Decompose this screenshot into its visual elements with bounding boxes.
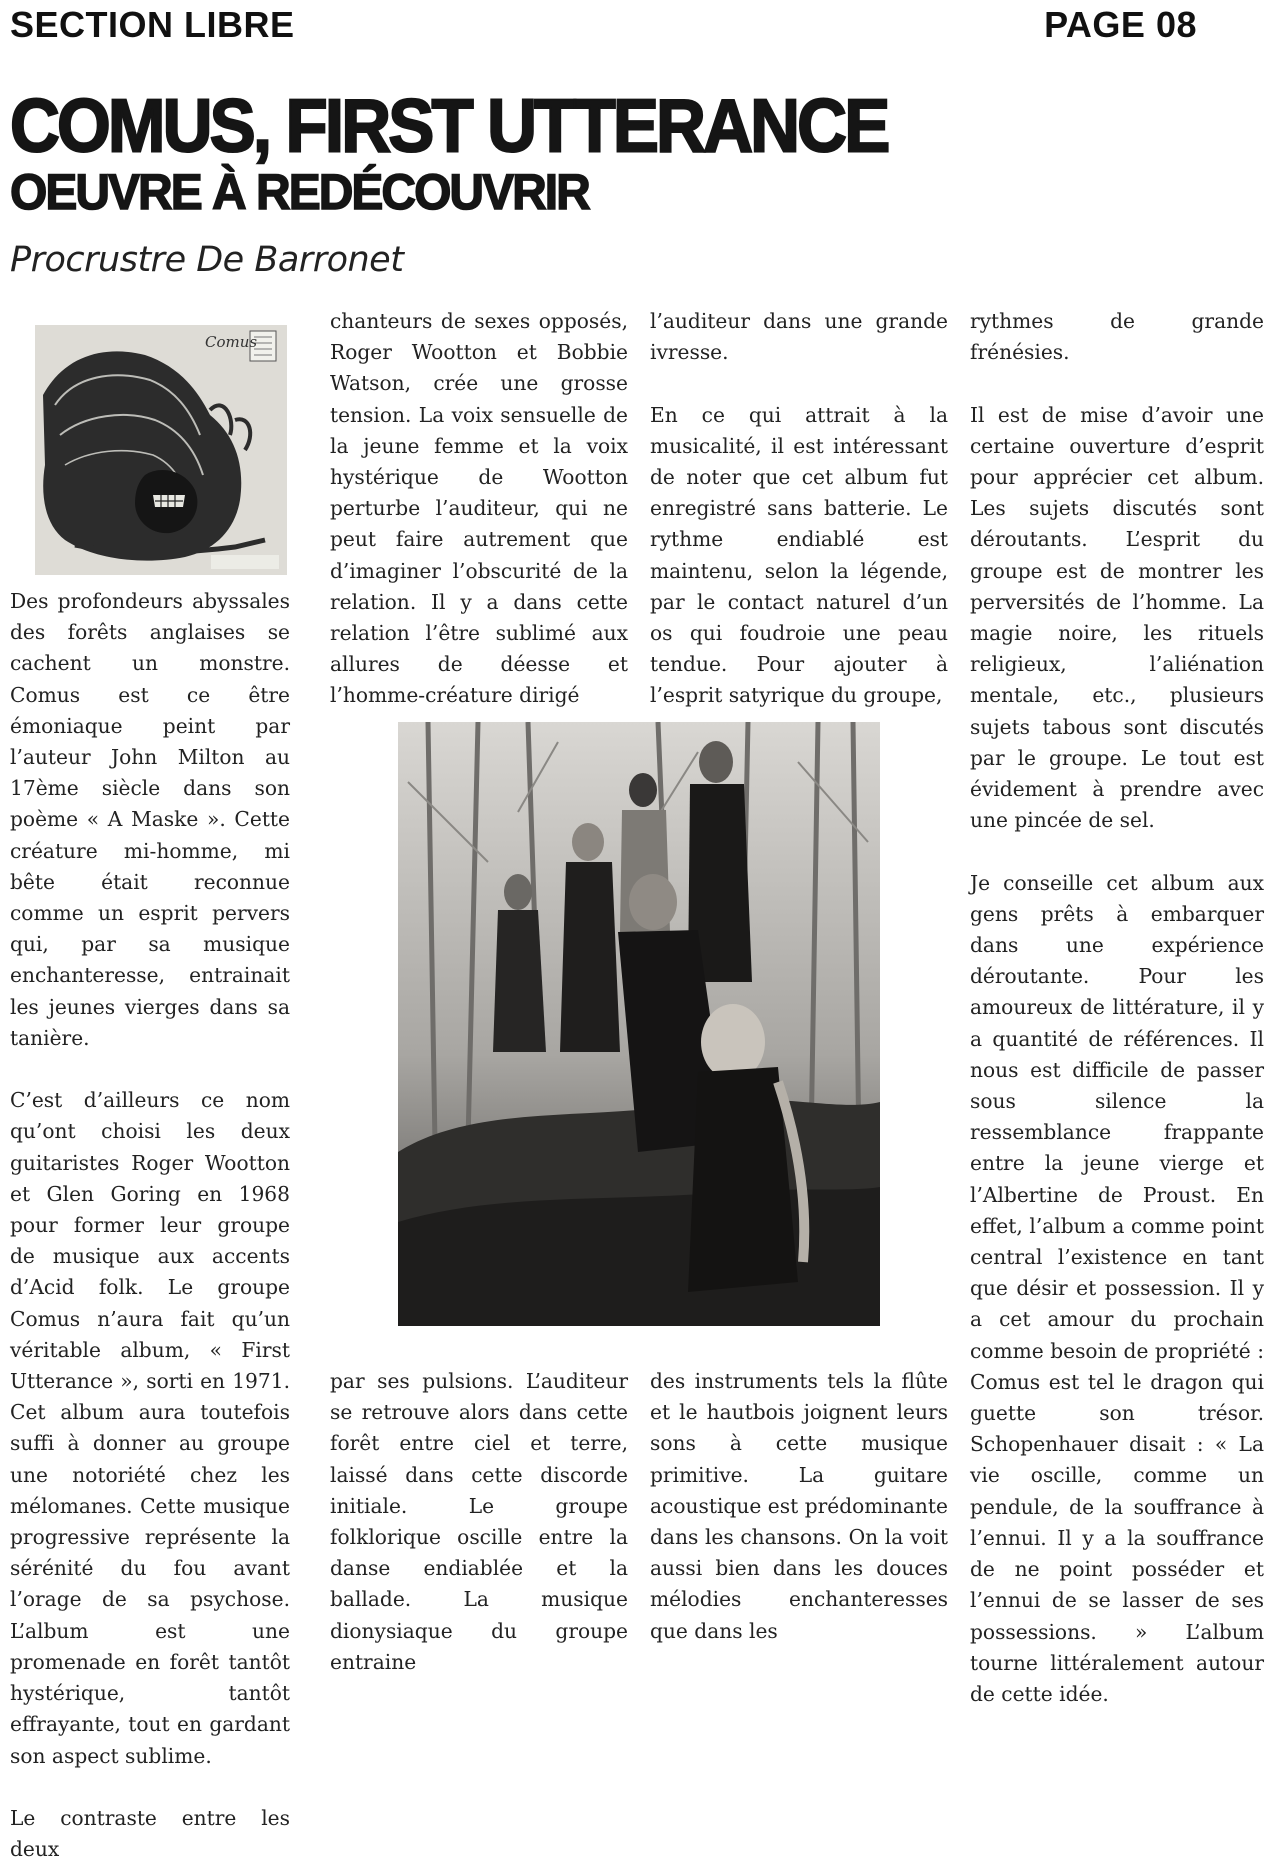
- paragraph: Il est de mise d’avoir une certaine ouverture d’esprit pour apprécier cet album. Les sujets discutés sont déroutants. L’esprit du groupe est de montrer les perversités de l’homme. La magie noire, les rituels religieux, l’aliénation mentale, etc., plusieurs sujets tabous sont discutés par le groupe. Le tout est évidement à prendre avec une pincée de sel.: [970, 402, 1264, 833]
- paragraph: C’est d’ailleurs ce nom qu’ont choisi les deux guitaristes Roger Wootton et Glen Goring en 1968 pour former leur groupe de musique aux accents d’Acid folk. Le groupe Comus n’aura fait qu’un véritable album, « First Utterance », sorti en 1971. Cet album aura toutefois suffi à donner au groupe une notoriété chez les mélomanes. Cette musique progressive représente la sérénité du fou avant l’orage de sa psychose. L’album est une promenade en forêt tantôt hystérique, tantôt effrayante, tout en gardant son aspect sublime.: [10, 1088, 290, 1768]
- article-subtitle: OEUVRE À REDÉCOUVRIR: [10, 165, 589, 221]
- article-title: COMUS, FIRST UTTERANCE: [10, 85, 888, 169]
- article-column-2-top: [330, 306, 628, 712]
- paragraph: Des profondeurs abyssales des forêts anglaises se cachent un monstre. Comus est ce être émoniaque peint par l’auteur John Milton au 17ème siècle dans son poème « A Maske ». Cette créature mi-homme, mi bête était reconnue comme un esprit pervers qui, par sa musique enchanteresse, entrainait les jeunes vierges dans sa tanière.: [10, 589, 290, 1050]
- article-column-3-bottom: [650, 1366, 948, 1647]
- paragraph: Je conseille cet album aux gens prêts à embarquer dans une expérience déroutante. Pour les amoureux de littérature, il y a quantité de références. Il nous est difficile de passer sous silence la ressemblance frappante entre la jeune vierge et l’Albertine de Proust. En effet, l’album a comme point central l’existence en tant que désir et possession. Il y a cet amour du prochain comme besoin de propriété : Comus est tel le dragon qui guette son trésor. Schopenhauer disait : « La vie oscille, comme un pendule, de la souffrance à l’ennui. Il y a la souffrance de ne point posséder et l’ennui de se lasser de ses possessions. » L’album tourne littéralement autour de cette idée.: [970, 870, 1264, 1706]
- page-number: PAGE 08: [1044, 4, 1197, 45]
- paragraph: rythmes de grande frénésies.: [970, 309, 1264, 365]
- paragraph: l’auditeur dans une grande ivresse.: [650, 309, 948, 365]
- article-column-2-bottom: [330, 1366, 628, 1678]
- album-cover-image: [35, 325, 287, 575]
- article-author: Procrustre De Barronet: [10, 240, 404, 280]
- paragraph: des instruments tels la flûte et le hautbois joignent leurs sons à cette musique primitive. La guitare acoustique est prédominante dans les chansons. On la voit aussi bien dans les douces mélodies enchanteresses que dans les: [650, 1369, 948, 1643]
- paragraph: En ce qui attrait à la musicalité, il est intéressant de noter que cet album fut enregistré sans batterie. Le rythme endiablé est maintenu, selon la légende, par le contact naturel d’un os qui foudroie une peau tendue. Pour ajouter à l’esprit satyrique du groupe,: [650, 402, 948, 708]
- paragraph: Le contraste entre les deux: [10, 1805, 290, 1862]
- section-label: SECTION LIBRE: [10, 4, 295, 45]
- band-photo: [398, 722, 880, 1326]
- article-column-3-top: [650, 306, 948, 712]
- album-logo-text: Comus: [205, 333, 258, 351]
- paragraph: chanteurs de sexes opposés, Roger Wootton et Bobbie Watson, crée une grosse tension. La voix sensuelle de la jeune femme et la voix hystérique de Wootton perturbe l’auditeur, qui ne peut faire autrement que d’imaginer l’obscurité de la relation. Il y a dans cette relation l’être sublimé aux allures de déesse et l’homme-créature dirigé: [330, 309, 628, 708]
- article-column-1: [10, 586, 290, 1865]
- article-column-4: [970, 306, 1264, 1710]
- paragraph: par ses pulsions. L’auditeur se retrouve alors dans cette forêt entre ciel et terre, laissé dans cette discorde initiale. Le groupe folklorique oscille entre la danse endiablée et la ballade. La musique dionysiaque du groupe entraine: [330, 1369, 628, 1674]
